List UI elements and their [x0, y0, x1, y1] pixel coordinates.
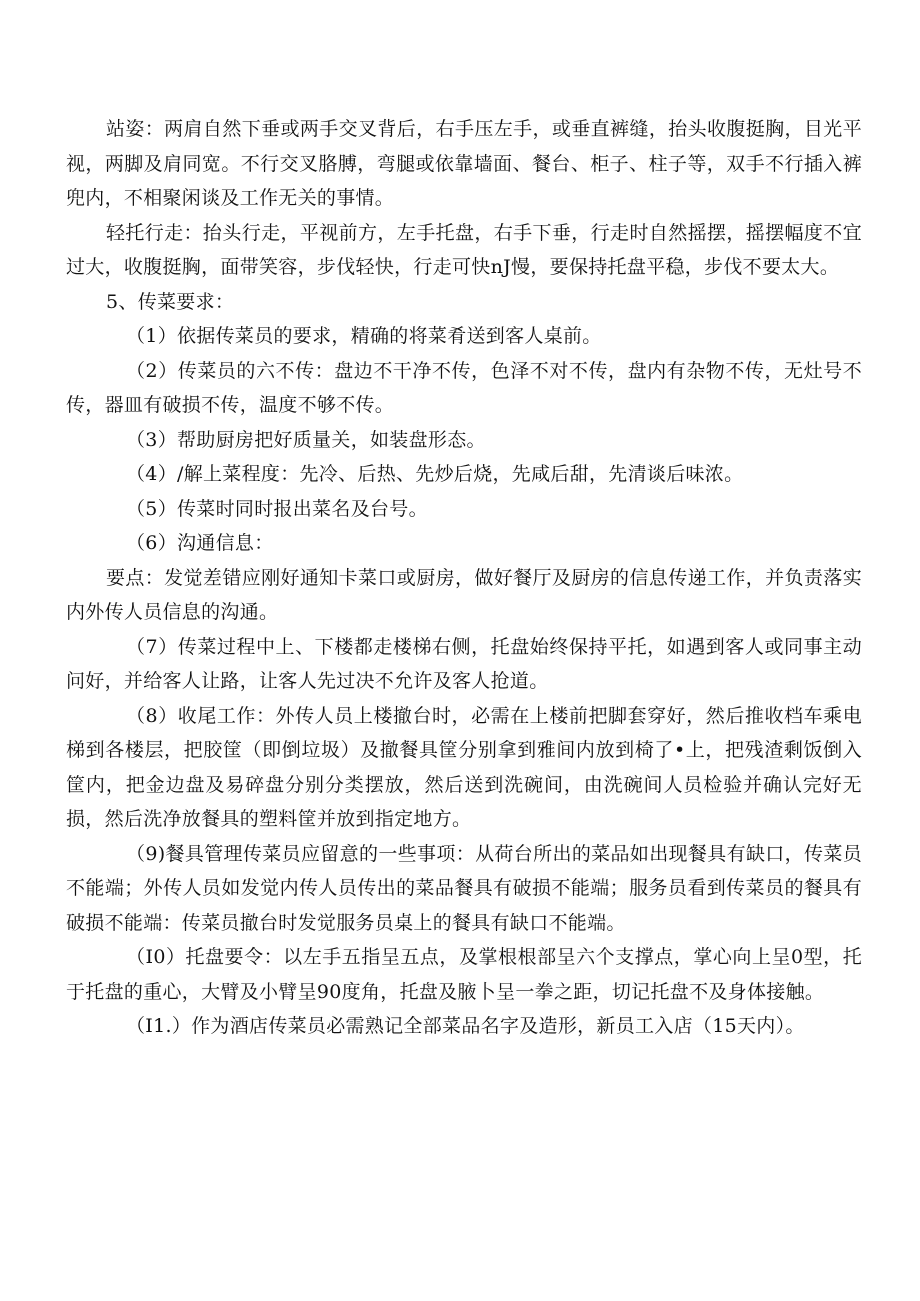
list-item-11: （I1.）作为酒店传菜员必需熟记全部菜品名字及造形，新员工入店（15天内）。 — [126, 1015, 805, 1037]
document-body — [66, 112, 862, 1044]
paragraph-stance: 站姿：两肩自然下垂或两手交叉背后，右手压左手，或垂直裤缝，抬头收腹挺胸，目光平视，两脚及肩同宽。不行交叉胳膊，弯腿或依靠墙面、餐台、柜子、柱子等，双手不行插入裤兜内，不相聚闲谈及工作无关的事情。 — [66, 118, 862, 209]
list-item-8: （8）收尾工作：外传人员上楼撤台时，必需在上楼前把脚套穿好，然后推收档车乘电梯到各楼层，把胶筐（即倒垃圾）及撤餐具筐分别拿到雅间内放到椅了•上，把残渣剩饭倒入筐内，把金边盘及易碎盘分别分类摆放，然后送到洗碗间，由洗碗间人员检验并确认完好无损，然后洗净放餐具的塑料筐并放到指定地方。 — [66, 704, 862, 830]
list-item-1: （1）依据传菜员的要求，精确的将菜肴送到客人桌前。 — [126, 325, 602, 347]
list-item-3: （3）帮助厨房把好质量关，如装盘形态。 — [126, 428, 486, 451]
list-item-7: （7）传菜过程中上、下楼都走楼梯右侧，托盘始终保持平托，如遇到客人或同事主动问好，并给客人让路，让客人先过决不允许及客人抢道。 — [66, 635, 862, 692]
list-item-2: （2）传菜员的六不传：盘边不干净不传，色泽不对不传，盘内有杂物不传，无灶号不传，器皿有破损不传，温度不够不传。 — [66, 359, 862, 416]
paragraph-tray-walking: 轻托行走：抬头行走，平视前方，左手托盘，右手下垂，行走时自然摇摆，摇摆幅度不宜过大，收腹挺胸，面带笑容，步伐轻快，行走可快nJ慢，要保持托盘平稳，步伐不要太大。 — [66, 221, 862, 278]
list-item-6: （6）沟通信息： — [126, 532, 274, 554]
section-heading-serving-requirements: 5、传菜要求： — [106, 290, 235, 313]
list-item-10: （I0）托盘要令：以左手五指呈五点，及掌根根部呈六个支撑点，掌心向上呈0型，托于托盘的重心，大臂及小臂呈90度角，托盘及腋卜呈一拳之距，切记托盘不及身体接触。 — [66, 946, 862, 1003]
list-item-9: （9)餐具管理传菜员应留意的一些事项：从荷台所出的菜品如出现餐具有缺口，传菜员不能端；外传人员如发觉内传人员传出的菜品餐具有破损不能端；服务员看到传菜员的餐具有破损不能端：传菜员撤台时发觉服务员桌上的餐具有缺口不能端。 — [66, 842, 862, 934]
list-item-4: （4）/解上菜程度：先冷、后热、先炒后烧，先咸后甜，先清谈后味浓。 — [126, 463, 744, 485]
list-item-5: （5）传菜时同时报出菜名及台号。 — [126, 497, 428, 520]
paragraph-key-point: 要点：发觉差错应刚好通知卡菜口或厨房，做好餐厅及厨房的信息传递工作，并负责落实内外传人员信息的沟通。 — [66, 566, 862, 623]
